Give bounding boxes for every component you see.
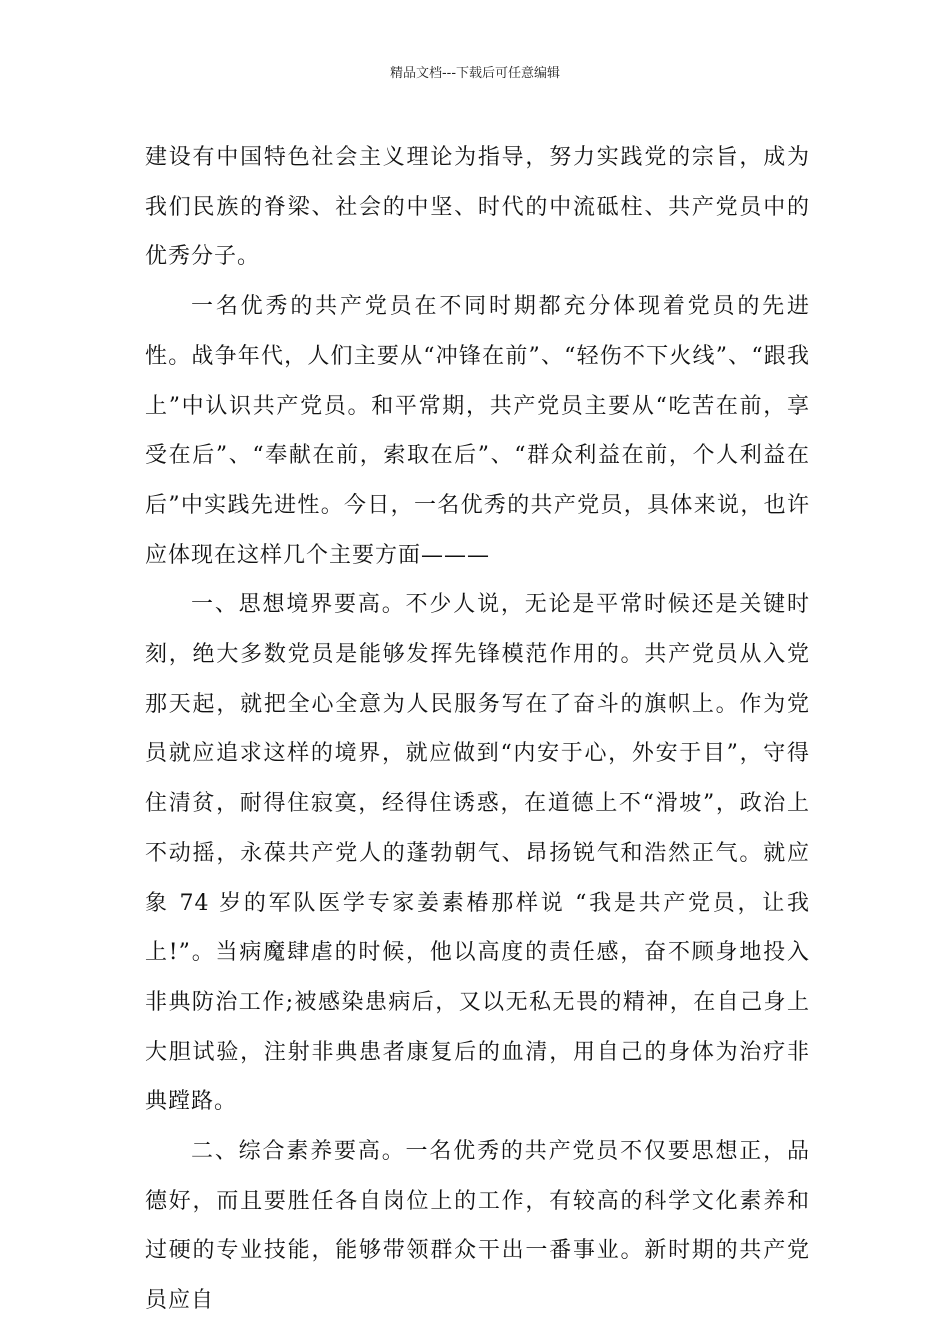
paragraph-continuation: 建设有中国特色社会主义理论为指导，努力实践党的宗旨，成为我们民族的脊梁、社会的中坚、时代的中流砥柱、共产党员中的优秀分子。: [145, 145, 810, 270]
page-header: 精品文档---下载后可任意编辑: [389, 66, 561, 81]
paragraph-point-one: 一、思想境界要高。不少人说，无论是平常时候还是关键时刻，绝大多数党员是能够发挥先锋模范作用的。共产党员从入党那天起，就把全心全意为人民服务写在了奋斗的旗帜上。作为党员就应追求这样的境界，就应做到“内安于心，外安于目”，守得住清贫，耐得住寂寞，经得住诱惑，在道德上不“滑坡”，政治上不动摇，永葆共产党人的蓬勃朝气、昂扬锐气和浩然正气。就应象 74 岁的军队医学专家姜素椿那样说 “我是共产党员，让我上!”。当病魔肆虐的时候，他以高度的责任感，奋不顾身地投入非典防治工作;被感染患病后，又以无私无畏的精神，在自己身上大胆试验，注射非典患者康复后的血清，用自己的身体为治疗非典蹚路。: [145, 592, 810, 1115]
paragraph-point-two: 二、综合素养要高。一名优秀的共产党员不仅要思想正，品德好，而且要胜任各自岗位上的工作，有较高的科学文化素养和过硬的专业技能，能够带领群众干出一番事业。新时期的共产党员应自: [145, 1139, 810, 1314]
paragraph-advancedness: 一名优秀的共产党员在不同时期都充分体现着党员的先进性。战争年代，人们主要从“冲锋在前”、“轻伤不下火线”、“跟我上”中认识共产党员。和平常期，共产党员主要从“吃苦在前，享受在后”、“奉献在前，索取在后”、“群众利益在前，个人利益在后”中实践先进性。今日，一名优秀的共产党员，具体来说，也许应体现在这样几个主要方面———: [145, 294, 810, 568]
document-body: [145, 133, 810, 1326]
